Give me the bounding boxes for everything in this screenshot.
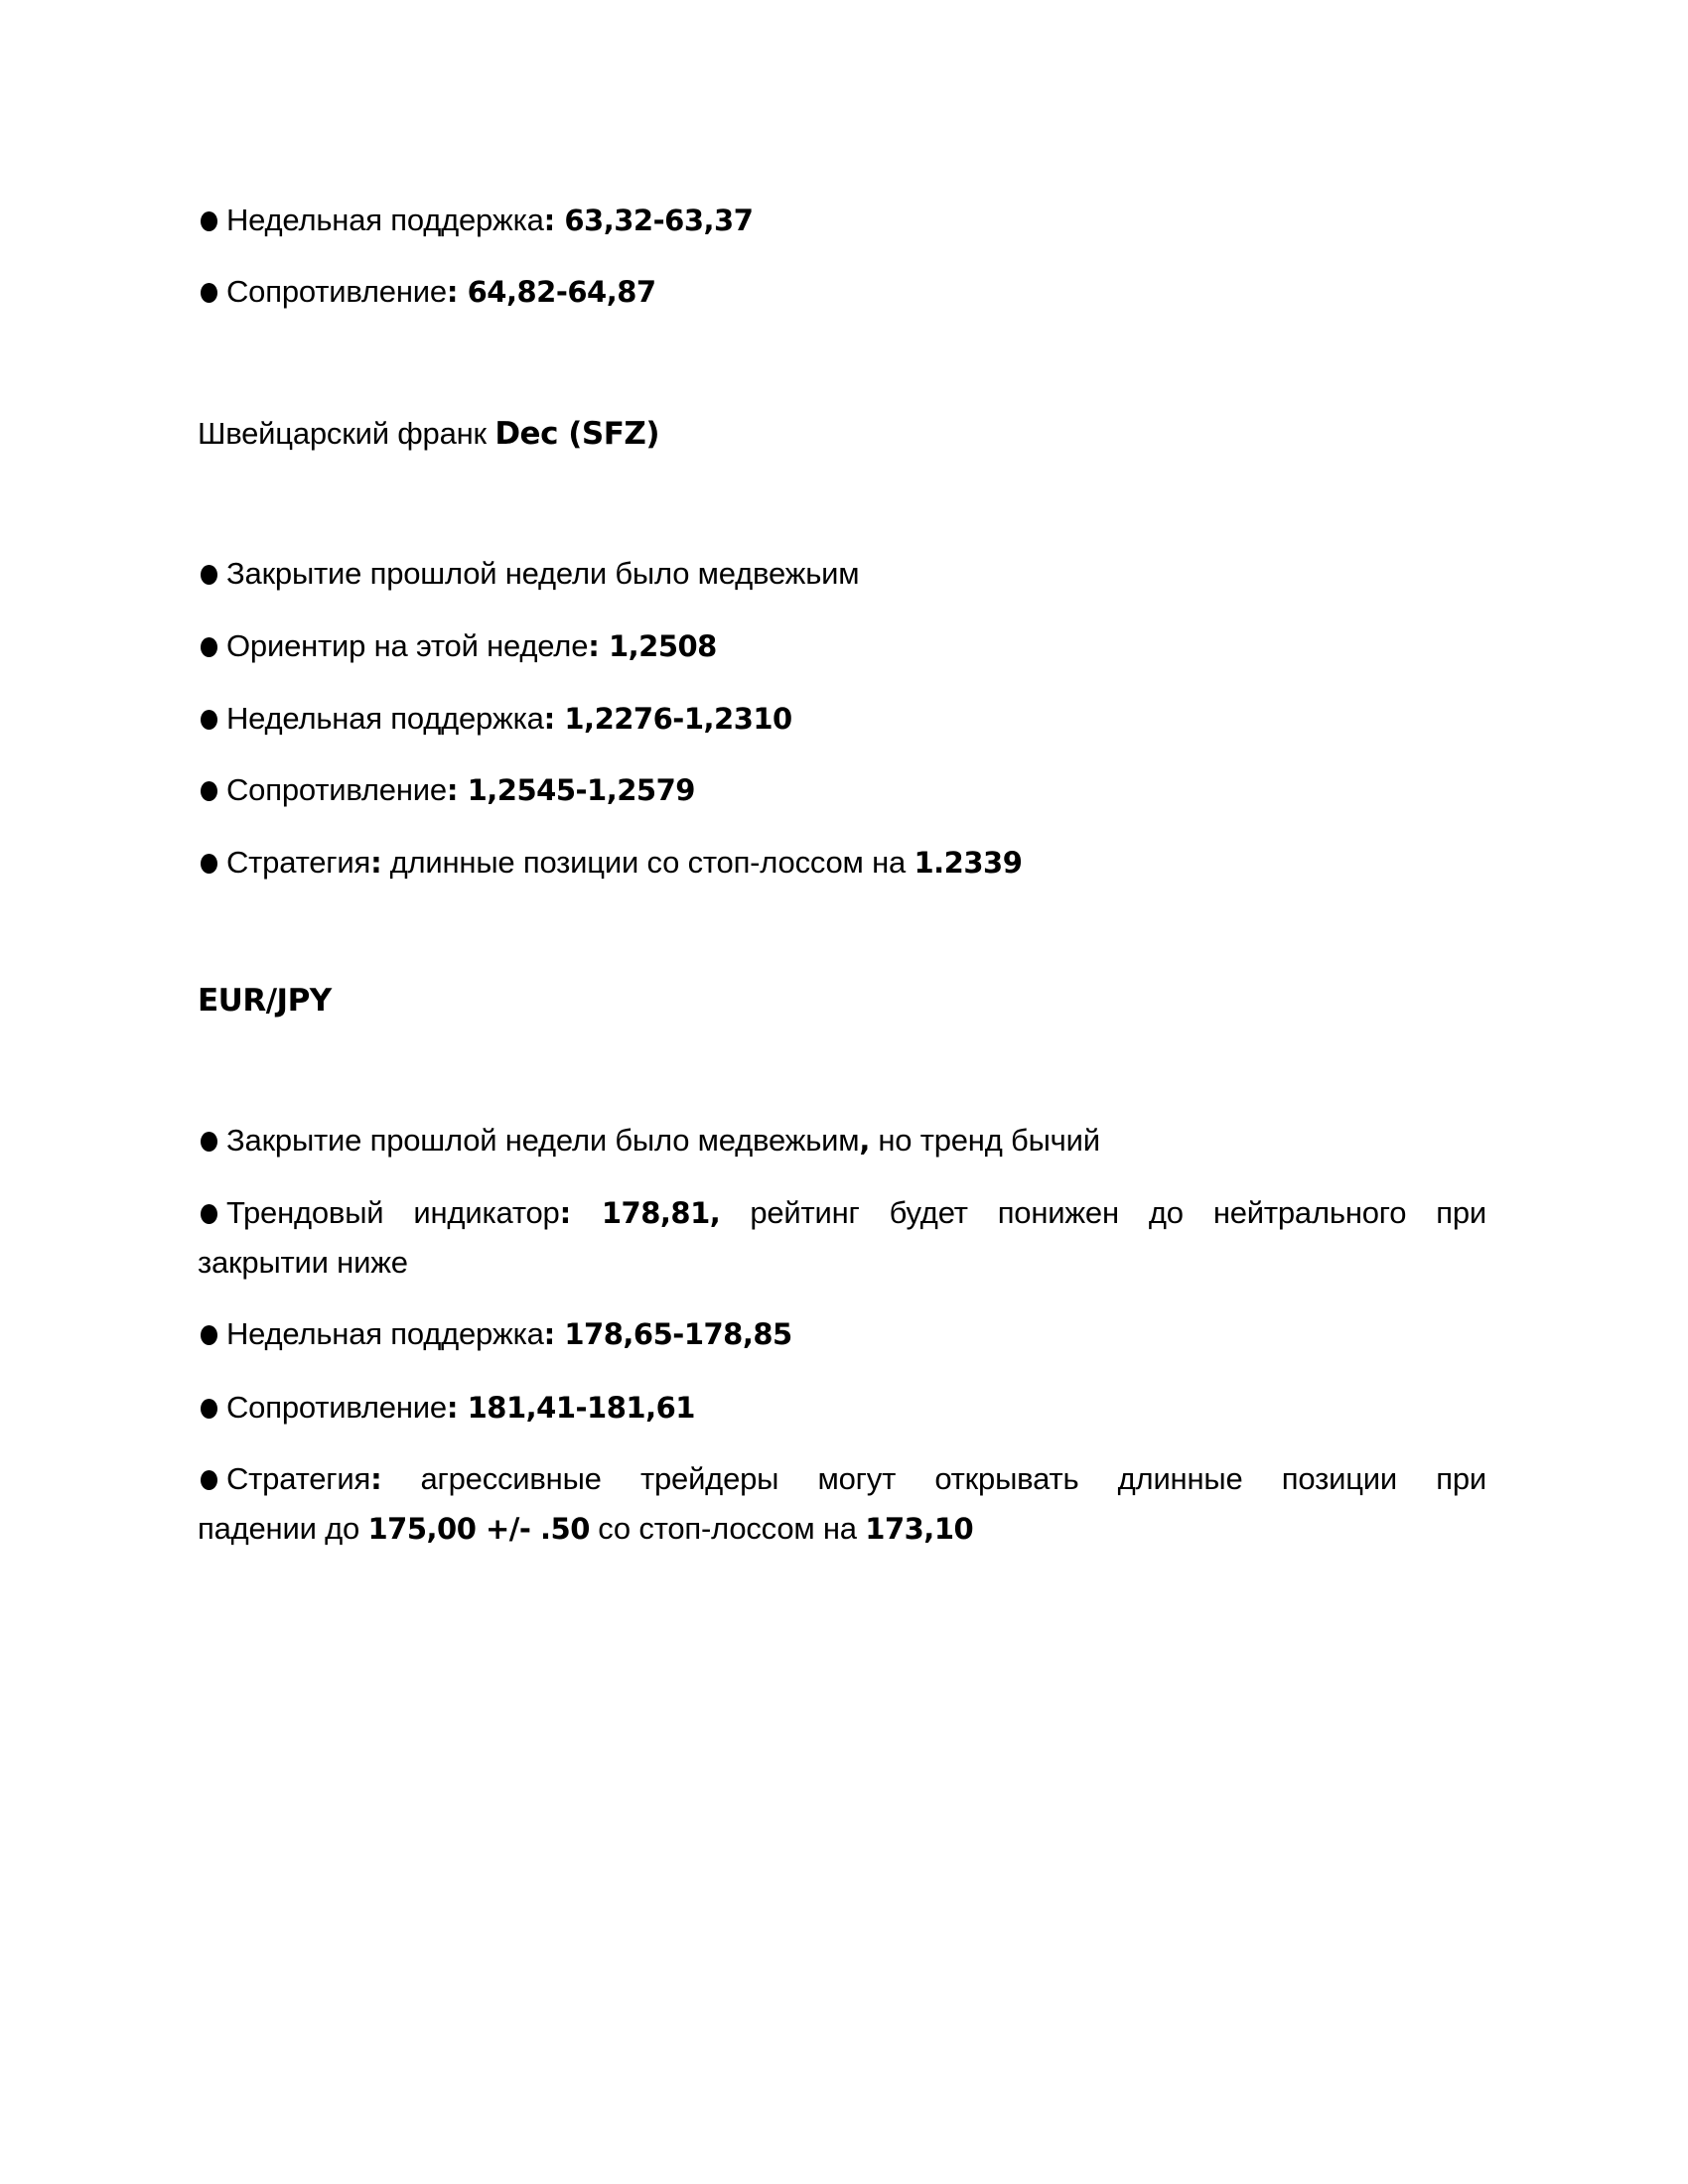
- item-text: Закрытие прошлой недели было медвежьим: [226, 556, 860, 591]
- list-item-weekly-support: [198, 694, 1486, 744]
- item-value: 1,2545-1,2579: [458, 773, 695, 807]
- bullet-icon: [201, 283, 217, 303]
- item-label: Ориентир на этой неделе: [226, 628, 589, 663]
- bullet-icon: [201, 1204, 217, 1224]
- item-value: 181,41-181,61: [458, 1391, 695, 1425]
- item-text-continued: закрытии ниже: [198, 1245, 408, 1280]
- item-label: Недельная поддержка: [226, 701, 544, 736]
- item-separator: :: [446, 1391, 459, 1425]
- list-item-weekly-pivot: [198, 621, 1486, 671]
- item-label: Трендовый индикатор: [226, 1195, 560, 1230]
- item-label: Стратегия: [226, 1461, 371, 1496]
- item-separator: :: [543, 204, 555, 237]
- item-value: 1.2339: [914, 846, 1023, 880]
- heading-text: Швейцарский франк: [198, 416, 495, 451]
- bullet-icon: [201, 637, 217, 657]
- item-label: Недельная поддержка: [226, 203, 544, 237]
- item-value: 178,65-178,85: [554, 1317, 792, 1351]
- item-separator: :: [446, 773, 459, 807]
- item-label: Сопротивление: [226, 1390, 447, 1425]
- bullet-icon: [201, 781, 217, 801]
- bullet-icon: [201, 211, 217, 231]
- item-text: рейтинг будет понижен до нейтрального при: [720, 1195, 1486, 1230]
- item-separator: :: [446, 275, 459, 309]
- item-text-continued: падении до: [198, 1511, 368, 1546]
- heading-text: EUR/JPY: [198, 983, 332, 1019]
- item-separator: :: [588, 629, 600, 663]
- bullet-icon: [201, 1470, 217, 1490]
- list-item-strategy-eurjpy: [198, 1454, 1486, 1504]
- item-value: 63,32-63,37: [554, 204, 754, 237]
- item-separator: :: [559, 1196, 571, 1230]
- list-item-strategy-eurjpy-continued: [198, 1504, 1486, 1554]
- item-value: 1,2276-1,2310: [554, 702, 792, 736]
- item-value: 64,82-64,87: [458, 275, 656, 309]
- heading-bold-text: Dec (SFZ): [494, 416, 660, 452]
- list-item-weekly-support-top: [198, 196, 1486, 245]
- list-item-last-week-close-trend: [198, 1116, 1486, 1165]
- item-label: Недельная поддержка: [226, 1316, 544, 1351]
- item-label: Стратегия: [226, 845, 371, 880]
- list-item-resistance: [198, 765, 1486, 815]
- item-separator: ,: [859, 1124, 870, 1158]
- bullet-icon: [201, 1132, 217, 1152]
- item-separator: :: [543, 1317, 555, 1351]
- item-value-stop: 173,10: [865, 1512, 974, 1546]
- list-item-strategy: [198, 838, 1486, 887]
- item-label: Сопротивление: [226, 274, 447, 309]
- item-text: длинные позиции со стоп-лоссом на: [381, 845, 914, 880]
- bullet-icon: [201, 1399, 217, 1419]
- list-item-weekly-support-eurjpy: [198, 1309, 1486, 1359]
- bullet-icon: [201, 710, 217, 730]
- list-item-resistance-eurjpy: [198, 1383, 1486, 1433]
- bullet-icon: [201, 565, 217, 585]
- section-heading-eurjpy: [198, 976, 1486, 1025]
- list-item-last-week-close: [198, 549, 1486, 599]
- item-separator: :: [543, 702, 555, 736]
- item-separator: :: [370, 846, 382, 880]
- item-separator: :: [370, 1462, 382, 1496]
- item-label: Сопротивление: [226, 772, 447, 807]
- item-text-2: но тренд бычий: [869, 1123, 1100, 1158]
- bullet-icon: [201, 854, 217, 874]
- bullet-icon: [201, 1325, 217, 1345]
- item-value-entry: 175,00 +/- .50: [367, 1512, 590, 1546]
- list-item-resistance-top: [198, 267, 1486, 317]
- item-text-continued-2: со стоп-лоссом на: [589, 1511, 866, 1546]
- item-value: 1,2508: [599, 629, 717, 663]
- list-item-trend-indicator: [198, 1188, 1486, 1238]
- list-item-trend-indicator-continued: [198, 1238, 1486, 1288]
- item-value: 178,81,: [570, 1196, 721, 1230]
- item-text: агрессивные трейдеры могут открывать длинные позиции при: [381, 1461, 1486, 1496]
- section-heading-sfz: [198, 409, 1486, 459]
- item-text: Закрытие прошлой недели было медвежьим: [226, 1123, 860, 1158]
